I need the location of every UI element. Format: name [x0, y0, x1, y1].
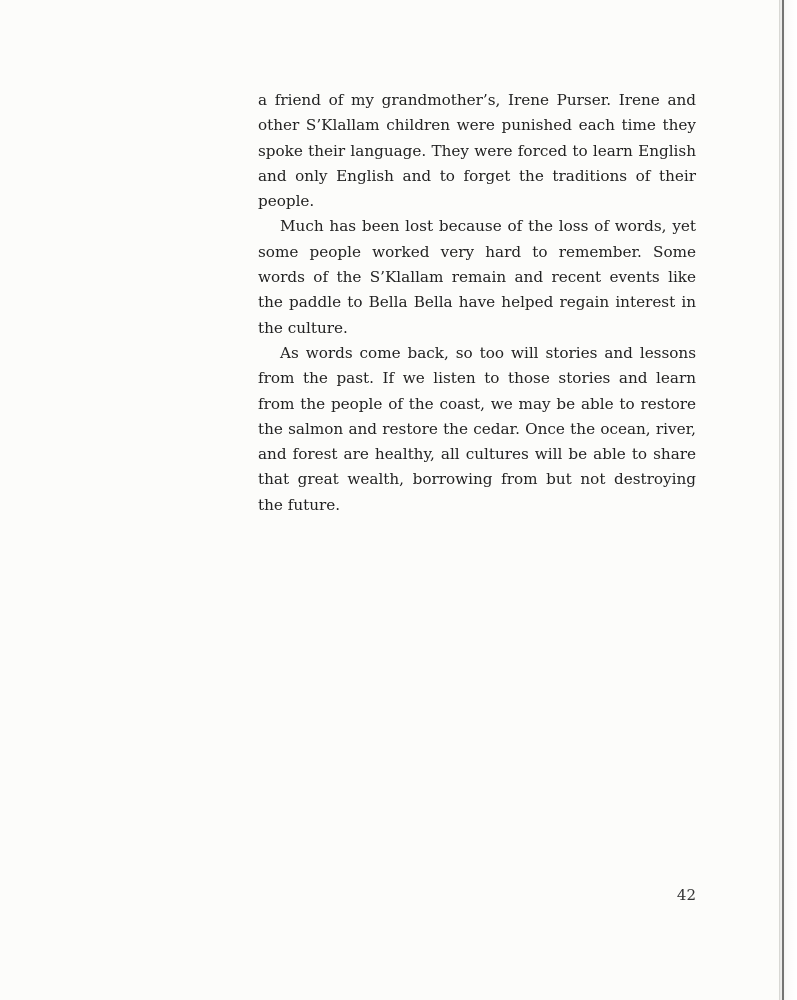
paragraph-continued: a friend of my grandmother’s, Irene Purser. Irene and other S’Klallam children were punished each time they spoke their language. They were forced to learn English and only English and to forget the traditions of their people. — [258, 91, 696, 211]
page-number: 42 — [676, 886, 696, 904]
page-edge — [780, 0, 797, 1000]
body-text — [258, 88, 696, 518]
paragraph-loss-of-words: Much has been lost because of the loss of words, yet some people worked very hard to remember. Some words of the S’Klallam remain and recent events like the paddle to Bella Bella have helped regain interest in the culture. — [258, 217, 696, 337]
paragraph-words-come-back: As words come back, so too will stories and lessons from the past. If we listen to those stories and learn from the people of the coast, we may be able to restore the salmon and restore the cedar. Once the ocean, river, and forest are healthy, all cultures will be able to share that great wealth, borrowing from but not destroying the future. — [258, 343, 696, 514]
